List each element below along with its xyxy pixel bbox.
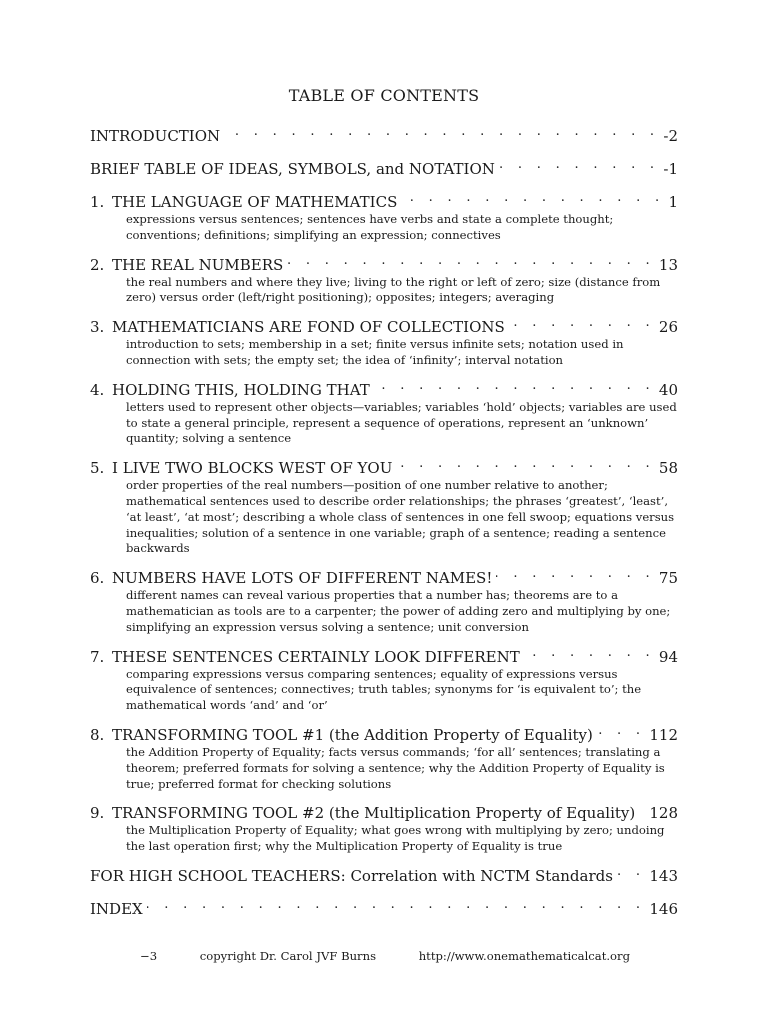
toc-entry-page: -1	[663, 160, 678, 178]
toc-entry-title: INTRODUCTION	[90, 127, 221, 145]
toc-entry	[90, 252, 678, 307]
toc-entry	[90, 644, 678, 714]
toc-entry-number: 6.	[90, 569, 105, 588]
toc-entry	[90, 314, 678, 369]
dot-leader	[597, 722, 645, 740]
toc-entry-line	[90, 800, 678, 822]
toc-entry-line	[90, 565, 678, 587]
dot-leader	[509, 314, 655, 332]
toc-entry-title: INDEX	[90, 899, 143, 918]
toc-entry-description: the Addition Property of Equality; facts versus commands; ‘for all’ sentences; translating a theorem; preferred formats for solving a sentence; why the Addition Property of Equality is true; preferred format for checking solutions	[126, 744, 665, 791]
toc-entry	[90, 896, 678, 918]
dot-leader	[374, 377, 655, 395]
toc-entry	[90, 722, 678, 792]
toc-entry-number: 3.	[90, 318, 105, 337]
toc-entry-line	[90, 377, 678, 399]
toc-entry-line	[90, 123, 678, 145]
toc-entry-number: 8.	[90, 725, 105, 744]
toc-entry-title: THE LANGUAGE OF MATHEMATICS	[112, 193, 398, 211]
toc-entry	[90, 800, 678, 855]
footer-page-number: −3	[140, 949, 158, 963]
toc-entry-description: order properties of the real numbers—position of one number relative to another; mathematical sentences used to describe order relationships; the phrases ‘greatest’, ‘least’, ‘at least’, ‘at most’; describing a whole class of sentences in one fell swoop; equations versus inequalities; solution of a sentence in one variable; graph of a sentence; reading a sentence backwards	[126, 478, 675, 556]
toc-entry-line	[90, 644, 678, 666]
toc-entry-number: 2.	[90, 255, 105, 274]
dot-leader	[147, 896, 646, 914]
toc-entry-description: the Multiplication Property of Equality; what goes wrong with multiplying by zero; undoing the last operation first; why the Multiplication Property of Equality is true	[126, 823, 665, 854]
toc-entry-title: THESE SENTENCES CERTAINLY LOOK DIFFERENT	[112, 647, 520, 666]
toc-entry-page: 75	[658, 569, 678, 588]
dot-leader	[617, 863, 645, 881]
toc-entry-line	[90, 252, 678, 274]
toc-entry	[90, 123, 678, 145]
toc-entry-title: BRIEF TABLE OF IDEAS, SYMBOLS, and NOTATION	[90, 160, 495, 178]
toc-entry-title: MATHEMATICIANS ARE FOND OF COLLECTIONS	[112, 318, 505, 337]
toc-entry-line	[90, 314, 678, 336]
toc-entry-page: 143	[649, 866, 678, 885]
toc-entry-line	[90, 156, 678, 178]
toc-entry-title: NUMBERS HAVE LOTS OF DIFFERENT NAMES!	[112, 569, 493, 588]
toc-entry-title: FOR HIGH SCHOOL TEACHERS: Correlation with NCTM Standards	[90, 866, 613, 885]
dot-leader	[524, 644, 655, 662]
dot-leader	[287, 252, 655, 270]
toc-entry-page: 112	[649, 725, 678, 744]
toc-entry-line	[90, 863, 678, 885]
toc-entry-number: 4.	[90, 380, 105, 399]
toc-entry-title: I LIVE TWO BLOCKS WEST OF YOU	[112, 459, 393, 478]
toc-page	[90, 86, 678, 918]
toc-entry-page: 40	[658, 380, 678, 399]
dot-leader	[224, 123, 659, 141]
dot-leader	[496, 565, 655, 583]
toc-entry-page: 1	[668, 193, 678, 211]
footer-url: http://www.onemathematicalcat.org	[418, 949, 630, 963]
toc-entry-title: HOLDING THIS, HOLDING THAT	[112, 380, 370, 399]
toc-entry	[90, 156, 678, 178]
dot-leader	[639, 800, 645, 818]
toc-entry-description: different names can reveal various properties that a number has; theorems are to a mathematician as tools are to a carpenter; the power of adding zero and multiplying by one; simplifying an expression versus solving a sentence; unit conversion	[126, 588, 671, 634]
toc-entry-description: introduction to sets; membership in a set; finite versus infinite sets; notation used in connection with sets; the empty set; the idea of ‘infinity’; interval notation	[126, 337, 624, 367]
toc-entry-description: expressions versus sentences; sentences have verbs and state a complete thought; conventions; definitions; simplifying an expression; connectives	[126, 212, 614, 242]
toc-entry-page: 58	[658, 459, 678, 478]
toc-entry	[90, 565, 678, 635]
toc-entry-page: 128	[649, 804, 678, 823]
toc-entry-line	[90, 896, 678, 918]
toc-entry-line	[90, 455, 678, 477]
dot-leader	[396, 455, 655, 473]
toc-entry-line	[90, 722, 678, 744]
toc-entry-description: comparing expressions versus comparing sentences; equality of expressions versus equivalence of sentences; connectives; truth tables; synonyms for ‘is equivalent to’; the mathematical words ‘and’ and ‘or’	[126, 666, 642, 713]
toc-entry	[90, 189, 678, 244]
toc-entry-number: 1.	[90, 193, 105, 211]
footer-copyright: copyright Dr. Carol JVF Burns	[199, 949, 377, 963]
page-footer	[140, 949, 630, 963]
toc-list	[90, 123, 678, 918]
toc-entry	[90, 377, 678, 447]
dot-leader	[499, 156, 659, 174]
toc-entry-description: the real numbers and where they live; living to the right or left of zero; size (distance from zero) versus order (left/right positioning); opposites; integers; averaging	[126, 274, 661, 305]
dot-leader	[401, 189, 664, 207]
toc-entry-page: -2	[663, 127, 678, 145]
toc-entry-description: letters used to represent other objects—variables; variables ‘hold’ objects; variables are used to state a general principle, represent a sequence of operations, represent an ‘unknown’ quantity; solving a sentence	[126, 399, 677, 446]
toc-entry-page: 26	[658, 318, 678, 337]
toc-entry-number: 7.	[90, 647, 105, 666]
toc-entry-title: THE REAL NUMBERS	[112, 255, 284, 274]
toc-entry-line	[90, 189, 678, 211]
toc-entry-page: 94	[658, 647, 678, 666]
toc-entry-title: TRANSFORMING TOOL #2 (the Multiplication Property of Equality)	[112, 804, 636, 823]
toc-entry-number: 5.	[90, 459, 105, 478]
page-title: TABLE OF CONTENTS	[288, 86, 480, 105]
toc-entry-title: TRANSFORMING TOOL #1 (the Addition Property of Equality)	[112, 725, 593, 744]
toc-entry	[90, 455, 678, 557]
toc-entry-number: 9.	[90, 804, 105, 823]
toc-entry	[90, 863, 678, 885]
toc-entry-page: 13	[658, 255, 678, 274]
toc-entry-page: 146	[649, 899, 678, 918]
